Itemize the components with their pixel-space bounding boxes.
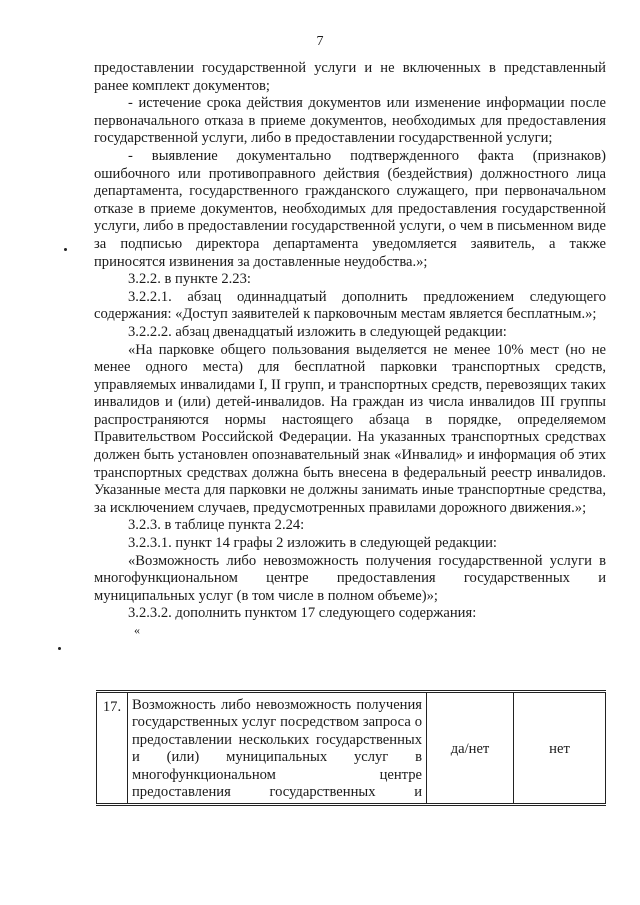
paragraph: - истечение срока действия документов или изменение информации после первоначального отказа в приеме документов, необходимых для предоставления государственной услуги, либо в предоставлении государственной услуги; <box>94 95 606 147</box>
paragraph: «Возможность либо невозможность получения государственной услуги в многофункциональном центре предоставления государственных и муниципальных услуг (в том числе в полном объеме)»; <box>94 552 606 604</box>
table-row <box>97 692 606 805</box>
paragraph: 3.2.3.2. дополнить пунктом 17 следующего содержания: <box>128 605 477 622</box>
row-description: Возможность либо невозможность получения государственных услуг посредством запроса о предоставлении нескольких государственных и (или) муниципальных услуг в многофункциональном центре предоставления государственных и <box>128 692 427 805</box>
paragraph: - выявление документально подтвержденного факта (признаков) ошибочного или противоправного действия (бездействия) должностного лица департамента, государственного гражданского служащего, при первоначальном отказе в приеме документов, необходимых для предоставления государственной услуги, либо в предоставлении государственной услуги, о чем в письменном виде за подписью директора департамента уведомляется заявитель, а также приносятся извинения за доставленные неудобства.»; <box>94 147 606 270</box>
paragraph: 3.2.2.2. абзац двенадцатый изложить в следующей редакции: <box>128 323 507 340</box>
services-table <box>96 690 606 806</box>
paragraph: 3.2.3.1. пункт 14 графы 2 изложить в следующей редакции: <box>128 535 497 552</box>
margin-dot <box>58 647 61 650</box>
paragraph: 3.2.3. в таблице пункта 2.24: <box>128 517 305 534</box>
row-number: 17. <box>97 692 128 805</box>
page-number: 7 <box>316 34 324 49</box>
row-yes-no: да/нет <box>427 692 514 805</box>
paragraph: 3.2.2. в пункте 2.23: <box>128 271 251 288</box>
paragraph: «На парковке общего пользования выделяется не менее 10% мест (но не менее одного места) для бесплатной парковки транспортных средств, управляемых инвалидами I, II групп, и транспортных средств, перевозящих таких инвалидов и (или) детей-инвалидов. На граждан из числа инвалидов III группы распространяются нормы настоящего абзаца в порядке, определяемом Правительством Российской Федерации. На указанных транспортных средствах должен быть установлен опознавательный знак «Инвалид» и информация об этих транспортных средствах должна быть внесена в федеральный реестр инвалидов. Указанные места для парковки не должны занимать иные транспортные средства, за исключением случаев, предусмотренных правилами дорожного движения.»; <box>94 341 606 516</box>
document-body <box>94 60 606 637</box>
margin-dot <box>64 248 67 251</box>
paragraph: предоставлении государственной услуги и не включенных в представленный ранее комплект документов; <box>94 60 606 94</box>
paragraph: 3.2.2.1. абзац одиннадцатый дополнить предложением следующего содержания: «Доступ заявителей к парковочным местам является бесплатным.»; <box>94 288 606 323</box>
opening-quote: « <box>134 623 140 637</box>
row-value: нет <box>514 692 606 805</box>
